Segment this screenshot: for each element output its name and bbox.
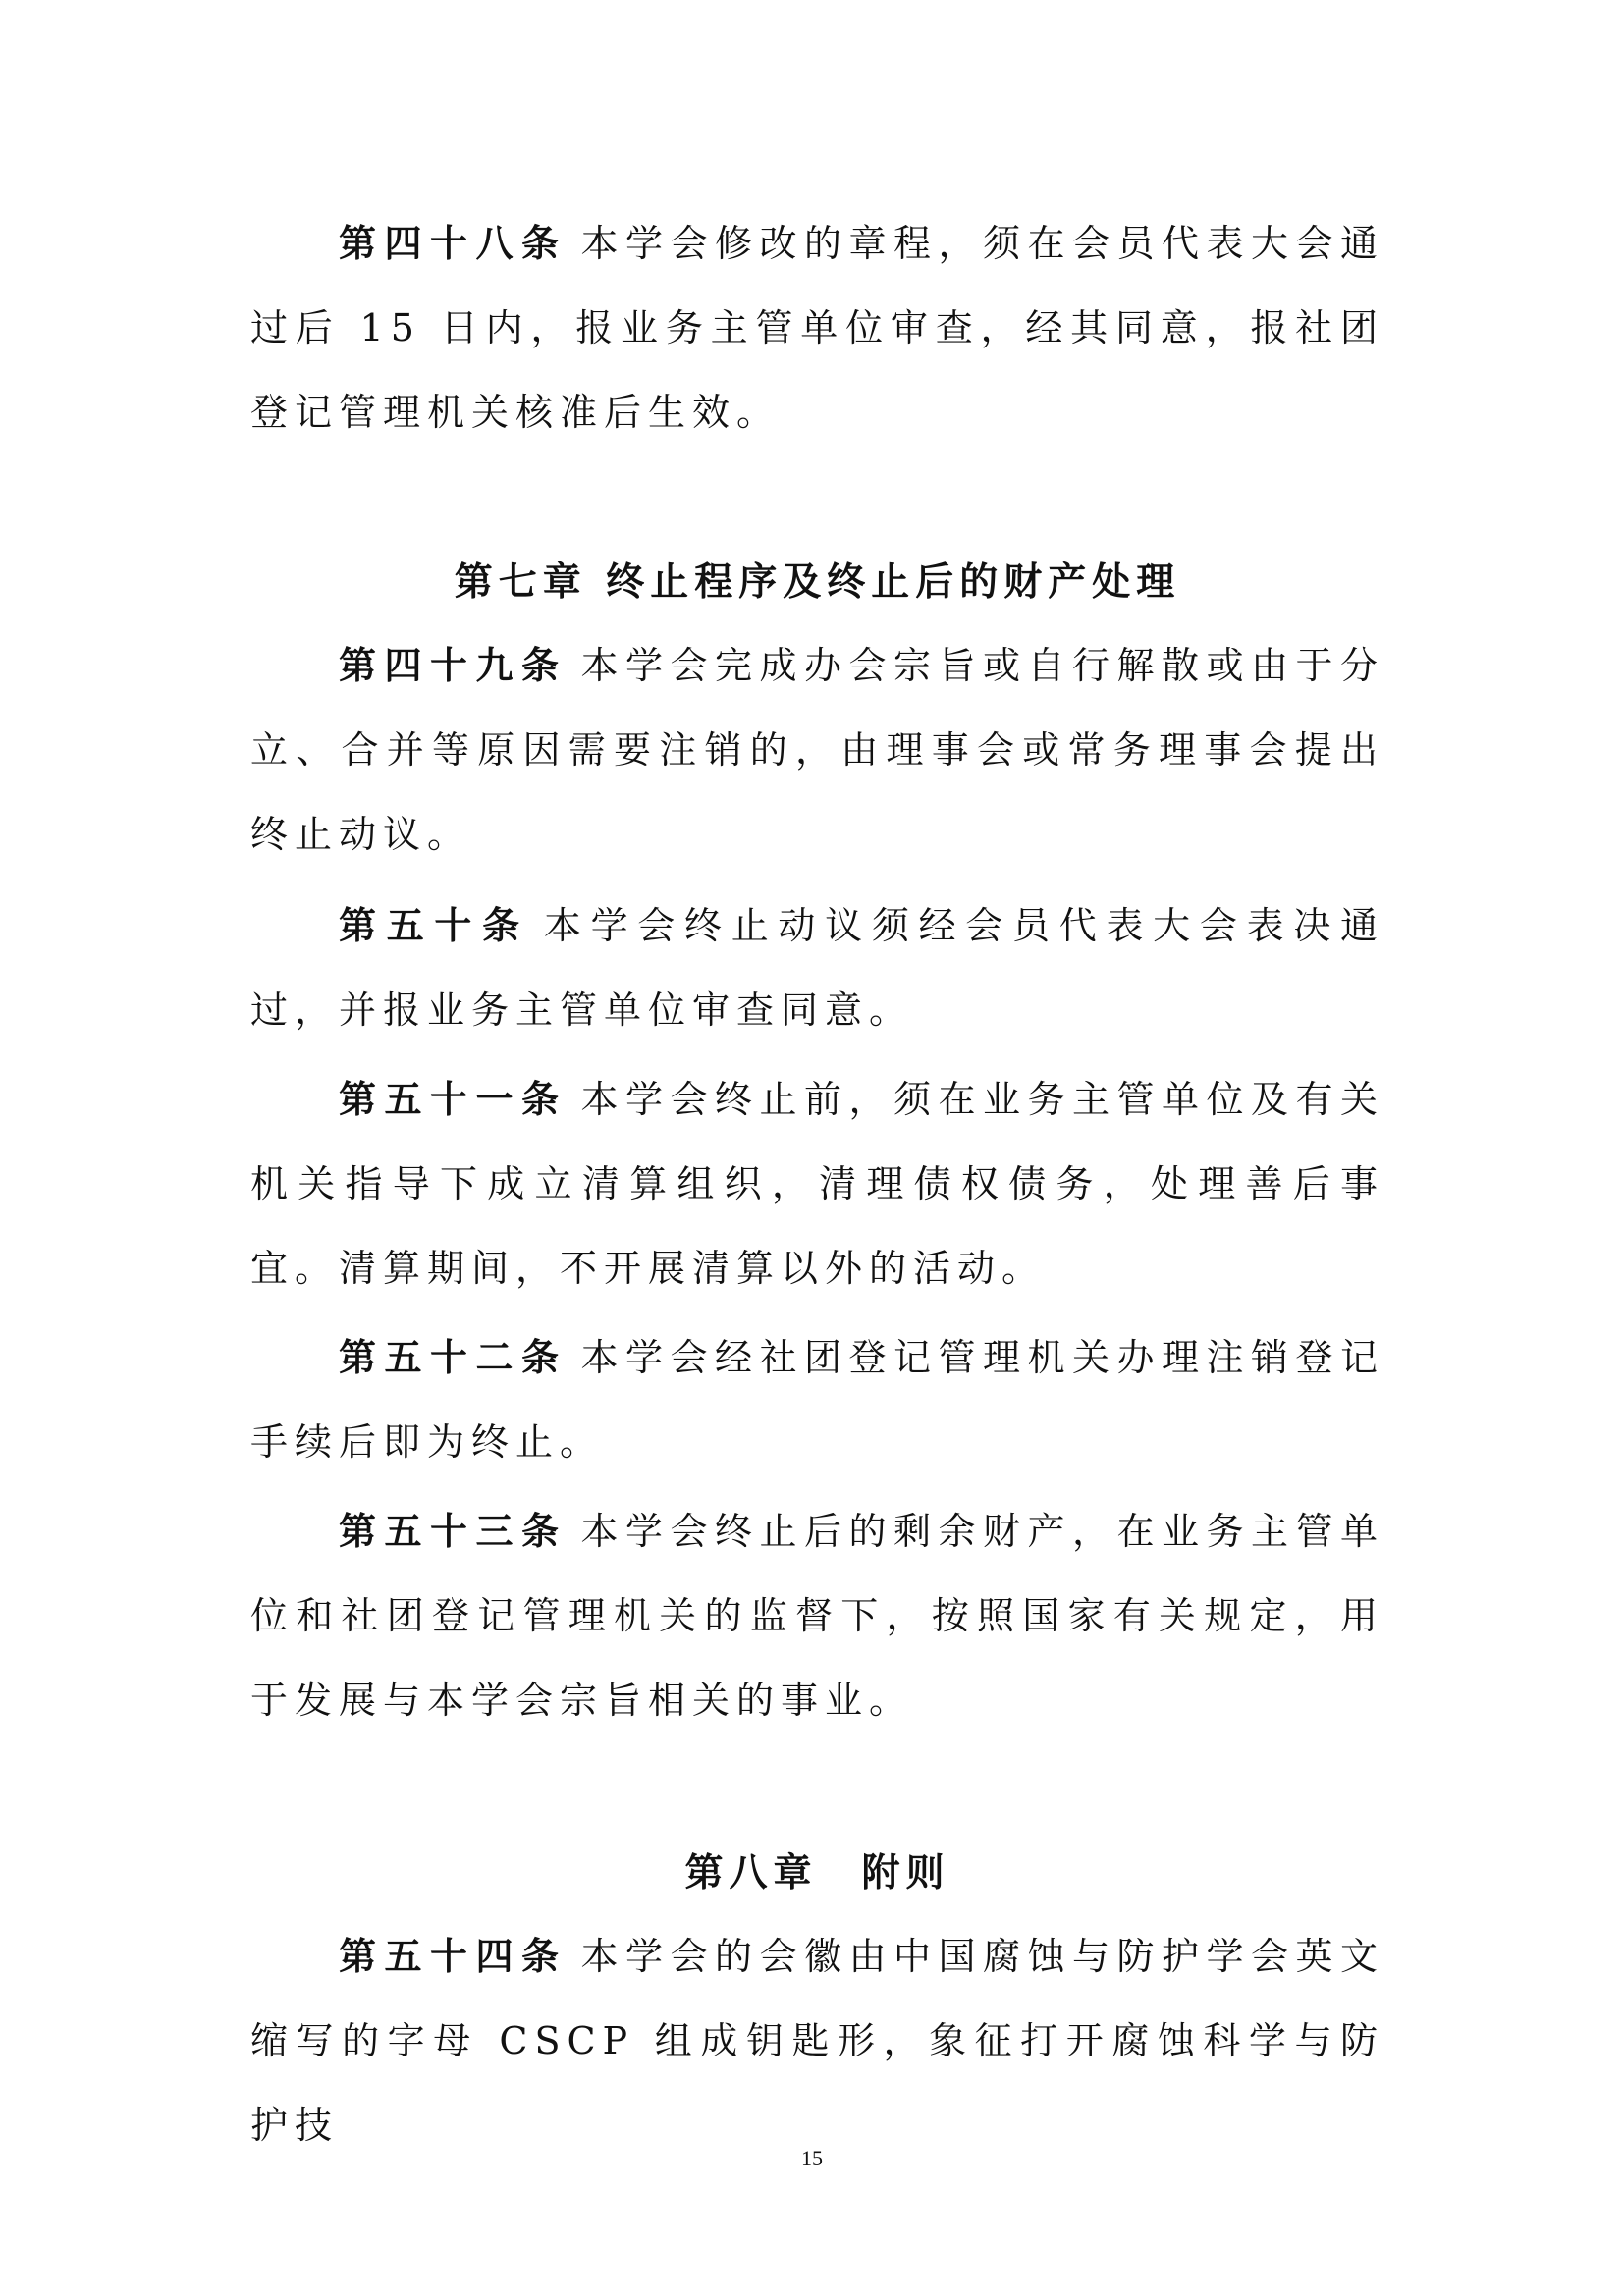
page-number: 15: [801, 2146, 823, 2170]
article-51: [250, 1057, 1384, 1310]
article-48: [250, 201, 1384, 454]
article-49: [250, 623, 1384, 877]
article-label: 第五十条: [339, 903, 530, 947]
article-text: 本学会终止后的剩余财产，在业务主管单位和社团登记管理机关的监督下，按照国家有关规定，用于发展与本学会宗旨相关的事业。: [250, 1510, 1384, 1722]
article-text: 本学会的会徽由中国腐蚀与防护学会英文缩写的字母 CSCP 组成钥匙形，象征打开腐蚀科学与防护技: [250, 1935, 1384, 2147]
article-text: 本学会终止前，须在业务主管单位及有关机关指导下成立清算组织，清理债权债务，处理善后事宜。清算期间，不开展清算以外的活动。: [250, 1078, 1384, 1290]
chapter-8-title: 第八章 附则: [684, 1850, 950, 1896]
article-text: 本学会终止动议须经会员代表大会表决通过，并报业务主管单位审查同意。: [250, 904, 1384, 1032]
article-label: 第四十八条: [339, 221, 568, 265]
article-52: [250, 1315, 1384, 1484]
article-label: 第四十九条: [339, 643, 568, 687]
article-label: 第五十三条: [339, 1509, 568, 1553]
article-text: 本学会修改的章程，须在会员代表大会通过后 15 日内，报业务主管单位审查，经其同意，报社团登记管理机关核准后生效。: [250, 222, 1384, 434]
article-label: 第五十二条: [339, 1335, 568, 1379]
article-text: 本学会完成办会宗旨或自行解散或由于分立、合并等原因需要注销的，由理事会或常务理事会提出终止动议。: [250, 644, 1384, 856]
chapter-7-title: 第七章 终止程序及终止后的财产处理: [454, 560, 1181, 605]
article-54: [250, 1914, 1384, 2167]
article-53: [250, 1489, 1384, 1742]
article-text: 本学会经社团登记管理机关办理注销登记手续后即为终止。: [250, 1336, 1384, 1464]
article-label: 第五十一条: [339, 1077, 568, 1121]
article-label: 第五十四条: [339, 1934, 568, 1978]
article-50: [250, 883, 1384, 1052]
